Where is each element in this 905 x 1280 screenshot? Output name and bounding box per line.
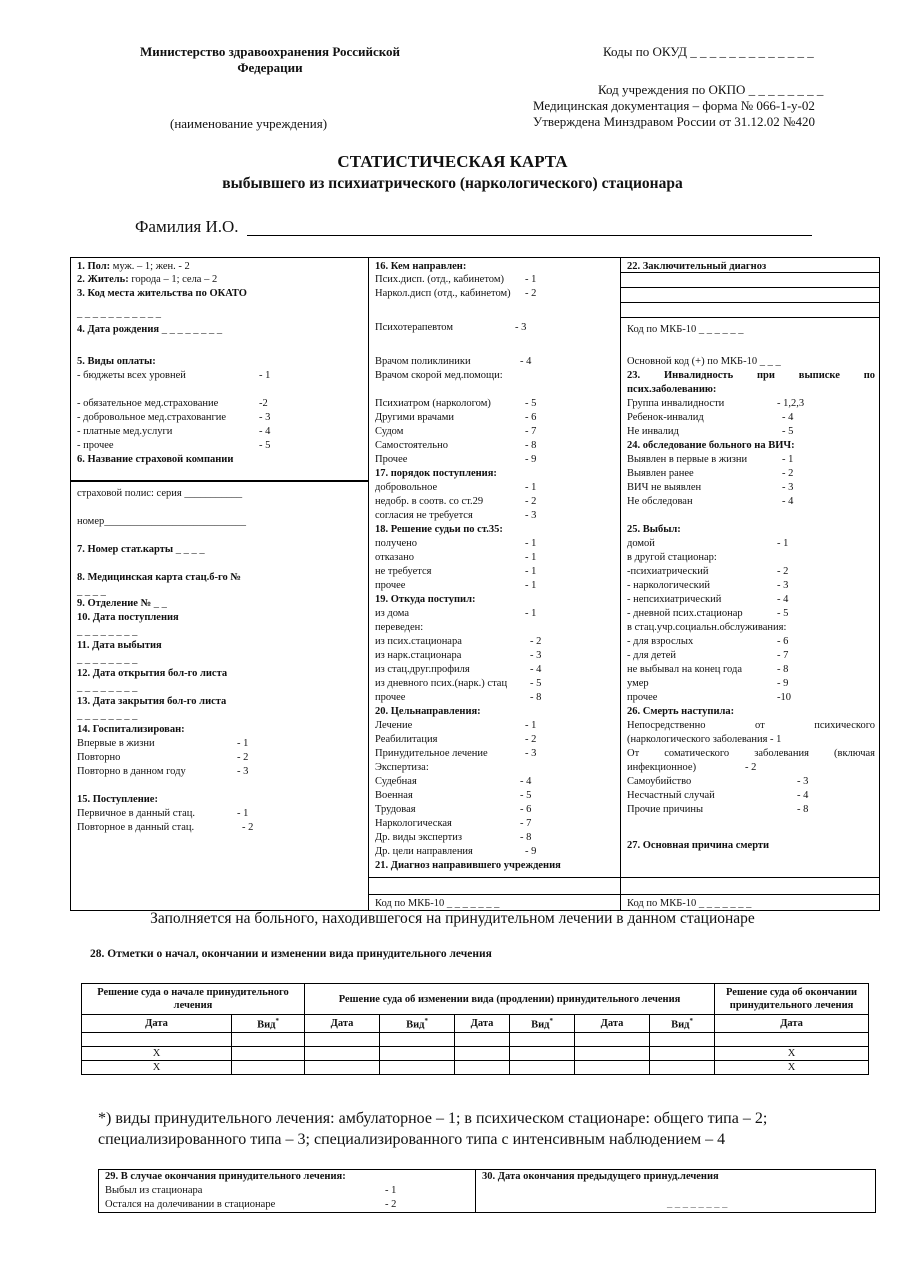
form-line: Прочее - 9 <box>375 454 537 465</box>
form-line: 13. Дата закрытия бол-го листа <box>77 696 227 707</box>
form-line: переведен: <box>375 622 424 633</box>
form-line: - наркологический - 3 <box>627 580 789 591</box>
form-line: недобр. в соотв. со ст.29 - 2 <box>375 496 537 507</box>
form-line: 20. Цельнаправления: <box>375 706 481 717</box>
divider <box>621 317 879 318</box>
table-row <box>82 1046 869 1060</box>
form-line: Др. цели направления - 9 <box>375 846 537 857</box>
divider <box>621 302 879 303</box>
form-line: Повторно в данном году - 3 <box>77 766 249 777</box>
section-30 <box>476 1170 876 1213</box>
form-line: из дневного псих.(нарк.) стац - 5 <box>375 678 542 689</box>
form-line: Выявлен ранее - 2 <box>627 468 794 479</box>
form-line: 4. Дата рождения _ _ _ _ _ _ _ _ <box>77 324 223 335</box>
header-start: Решение суда о начале принудительного лечения <box>82 984 305 1015</box>
form-line: _ _ _ _ <box>77 586 106 597</box>
table-row <box>82 1060 869 1074</box>
section-29 <box>99 1170 476 1213</box>
section-29-table <box>98 1169 876 1213</box>
form-line: Лечение - 1 <box>375 720 537 731</box>
col-date: Дата <box>575 1015 650 1033</box>
form-line: 19. Откуда поступил: <box>375 594 476 605</box>
col-type: Вид* <box>510 1015 575 1033</box>
form-line: Военная - 5 <box>375 790 532 801</box>
column-middle <box>369 258 621 910</box>
cell[interactable] <box>305 1060 380 1074</box>
fio-field[interactable] <box>247 235 812 236</box>
header-end: Решение суда об окончании принудительного лечения <box>715 984 869 1015</box>
cell[interactable] <box>455 1060 510 1074</box>
cell[interactable] <box>305 1046 380 1060</box>
form-line: От соматического заболевания (включая <box>627 748 875 759</box>
form-line: 15. Поступление: <box>77 794 158 805</box>
form-line: Впервые в жизни - 1 <box>77 738 249 749</box>
form-line: 24. обследование больного на ВИЧ: <box>627 440 795 451</box>
divider <box>71 480 368 482</box>
med-doc-form: Медицинская документация – форма № 066-1-у-02 <box>533 98 815 113</box>
col-type: Вид* <box>232 1015 305 1033</box>
cell[interactable] <box>575 1032 650 1046</box>
cell[interactable] <box>380 1060 455 1074</box>
form-line: не требуется - 1 <box>375 566 537 577</box>
form-line: 17. порядок поступления: <box>375 468 497 479</box>
col-date: Дата <box>455 1015 510 1033</box>
form-line: умер - 9 <box>627 678 789 689</box>
form-line: Судом - 7 <box>375 426 537 437</box>
cell[interactable] <box>575 1046 650 1060</box>
form-line: ВИЧ не выявлен - 3 <box>627 482 794 493</box>
form-line: 25. Выбыл: <box>627 524 681 535</box>
cell[interactable] <box>650 1060 715 1074</box>
cell[interactable] <box>305 1032 380 1046</box>
form-line: Врачом скорой мед.помощи: <box>375 370 503 381</box>
form-line: 1. Пол: муж. – 1; жен. - 2 <box>77 261 190 272</box>
form-line: - платные мед.услуги - 4 <box>77 426 271 437</box>
col-type: Вид* <box>380 1015 455 1033</box>
okud-code: Коды по ОКУД _ _ _ _ _ _ _ _ _ _ _ _ _ <box>603 44 814 59</box>
divider <box>369 894 620 895</box>
form-line: - для детей - 7 <box>627 650 789 661</box>
form-line: из псих.стационара - 2 <box>375 636 542 647</box>
form-line: Врачом поликлиники - 4 <box>375 356 532 367</box>
option-discharged: Выбыл из стационара - 1 <box>105 1185 397 1196</box>
form-line: Код по МКБ-10 _ _ _ _ _ _ _ <box>375 898 500 909</box>
form-line: 11. Дата выбытия <box>77 640 162 651</box>
form-line: 10. Дата поступления <box>77 612 179 623</box>
form-line: - добровольное мед.страховангие - 3 <box>77 412 271 423</box>
cell[interactable] <box>650 1046 715 1060</box>
page-subtitle: выбывшего из психиатрического (наркологического) стационара <box>222 175 683 192</box>
form-line: прочее - 1 <box>375 580 537 591</box>
form-line: 7. Номер стат.карты _ _ _ _ <box>77 544 205 555</box>
form-line: страховой полис: серия ___________ <box>77 488 243 499</box>
form-line: номер___________________________ <box>77 516 246 527</box>
form-line: 26. Смерть наступила: <box>627 706 735 717</box>
compulsory-treatment-table <box>81 983 869 1075</box>
form-line: Самостоятельно - 8 <box>375 440 537 451</box>
form-line: 8. Медицинская карта стац.б-го № <box>77 572 241 583</box>
form-line: Код по МКБ-10 _ _ _ _ _ _ _ <box>627 898 752 909</box>
form-line: _ _ _ _ _ _ _ _ <box>77 710 138 721</box>
form-line: _ _ _ _ _ _ _ _ <box>77 654 138 665</box>
cell-x: X <box>715 1060 869 1074</box>
form-line: Непосредственно от психического <box>627 720 875 731</box>
form-line: Экспертиза: <box>375 762 429 773</box>
divider <box>369 877 620 878</box>
form-line: Трудовая - 6 <box>375 804 532 815</box>
institution-name-label: (наименование учреждения) <box>170 116 328 131</box>
cell[interactable] <box>380 1032 455 1046</box>
cell[interactable] <box>455 1032 510 1046</box>
cell[interactable] <box>232 1032 305 1046</box>
divider <box>621 287 879 288</box>
cell[interactable] <box>232 1046 305 1060</box>
approval-line: Утверждена Минздравом России от 31.12.02 №420 <box>533 114 815 129</box>
form-line: 14. Госпитализирован: <box>77 724 185 735</box>
cell[interactable] <box>380 1046 455 1060</box>
col-type: Вид* <box>650 1015 715 1033</box>
form-line: Наркологическая - 7 <box>375 818 532 829</box>
form-line: получено - 1 <box>375 538 537 549</box>
cell[interactable] <box>510 1032 575 1046</box>
form-line: прочее -10 <box>627 692 791 703</box>
main-form <box>70 257 880 911</box>
cell[interactable] <box>455 1046 510 1060</box>
fio-label: Фамилия И.О. <box>135 217 239 236</box>
ministry-name: Министерство здравоохранения Российской Федерации <box>139 44 401 75</box>
header-change: Решение суда об изменении вида (продлении) принудительного лечения <box>305 984 715 1015</box>
cell-x: X <box>82 1046 232 1060</box>
cell[interactable] <box>575 1060 650 1074</box>
form-line: псих.заболеванию: <box>627 384 717 395</box>
form-line: -психиатрический - 2 <box>627 566 789 577</box>
form-line: - обязательное мед.страхование -2 <box>77 398 268 409</box>
form-line: Другими врачами - 6 <box>375 412 537 423</box>
cell-x: X <box>82 1060 232 1074</box>
form-line: 9. Отделение № _ _ <box>77 598 167 609</box>
form-line: Несчастный случай - 4 <box>627 790 809 801</box>
form-line: 6. Название страховой компании <box>77 454 234 465</box>
treatment-types-footnote: *) виды принудительного лечения: амбулаторное – 1; в психическом стационаре: общего типа – 2; специализированного типа – 3; специализированного типа с интенсивным наблюдением – 4 <box>98 1110 768 1148</box>
cell[interactable] <box>650 1032 715 1046</box>
form-line: - для взрослых - 6 <box>627 636 789 647</box>
form-line: 12. Дата открытия бол-го листа <box>77 668 228 679</box>
form-line: 18. Решение судьи по ст.35: <box>375 524 503 535</box>
form-line: Группа инвалидности - 1,2,3 <box>627 398 805 409</box>
form-line: - непсихиатрический - 4 <box>627 594 789 605</box>
form-line: Принудительное лечение - 3 <box>375 748 537 759</box>
section-28-title: 28. Отметки о начал, окончании и изменении вида принудительного лечения <box>90 948 492 960</box>
form-line: Ребенок-инвалид - 4 <box>627 412 794 423</box>
form-line: в другой стационар: <box>627 552 717 563</box>
okpo-code: Код учреждения по ОКПО _ _ _ _ _ _ _ _ <box>598 82 824 97</box>
divider <box>621 894 879 895</box>
form-line: Псих.дисп. (отд., кабинетом) - 1 <box>375 274 537 285</box>
col-date: Дата <box>82 1015 232 1033</box>
form-line: прочее - 8 <box>375 692 542 703</box>
form-line: Психотерапевтом - 3 <box>375 322 527 333</box>
form-line: Наркол.дисп (отд., кабинетом) - 2 <box>375 288 537 299</box>
form-line: (наркологического заболевания - 1 <box>627 734 782 745</box>
form-line: в стац.учр.социальн.обслуживания: <box>627 622 787 633</box>
section-29-title: 29. В случае окончания принудительного лечения: <box>105 1171 346 1182</box>
form-line: 22. Заключительный диагноз <box>627 261 767 272</box>
form-line: Не обследован - 4 <box>627 496 794 507</box>
column-left <box>71 258 369 910</box>
form-line: 2. Житель: города – 1; села – 2 <box>77 274 218 285</box>
form-line: - бюджеты всех уровней - 1 <box>77 370 271 381</box>
col-date: Дата <box>305 1015 380 1033</box>
cell[interactable] <box>510 1060 575 1074</box>
cell[interactable] <box>232 1060 305 1074</box>
column-right <box>621 258 879 910</box>
form-line: Др. виды экспертиз - 8 <box>375 832 532 843</box>
form-line: из нарк.стационара - 3 <box>375 650 542 661</box>
form-line: из дома - 1 <box>375 608 537 619</box>
form-line: инфекционное) - 2 <box>627 762 757 773</box>
form-line: Первичное в данный стац. - 1 <box>77 808 249 819</box>
table-row <box>82 1032 869 1046</box>
col-date: Дата <box>715 1015 869 1033</box>
form-line: согласия не требуется - 3 <box>375 510 537 521</box>
form-line: домой - 1 <box>627 538 789 549</box>
form-line: Повторное в данный стац. - 2 <box>77 822 254 833</box>
section-30-title: 30. Дата окончания предыдущего принуд.лечения <box>482 1171 719 1182</box>
form-line: Повторно - 2 <box>77 752 249 763</box>
form-line: Психиатром (наркологом) - 5 <box>375 398 537 409</box>
form-line: Выявлен в первые в жизни - 1 <box>627 454 794 465</box>
form-line: _ _ _ _ _ _ _ _ <box>77 682 138 693</box>
form-line: - дневной псих.стационар - 5 <box>627 608 789 619</box>
form-line: Прочие причины - 8 <box>627 804 809 815</box>
form-line: 3. Код места жительства по ОКАТО <box>77 288 247 299</box>
form-line: Судебная - 4 <box>375 776 532 787</box>
form-line: 21. Диагноз направившего учреждения <box>375 860 561 871</box>
form-line: Код по МКБ-10 _ _ _ _ _ _ <box>627 324 744 335</box>
form-line: добровольное - 1 <box>375 482 537 493</box>
form-line: 23. Инвалидность при выписке по <box>627 370 875 381</box>
form-line: _ _ _ _ _ _ _ _ <box>77 626 138 637</box>
option-remained: Остался на долечивании в стационаре - 2 <box>105 1199 397 1210</box>
form-line: 27. Основная причина смерти <box>627 840 770 851</box>
cell[interactable] <box>715 1032 869 1046</box>
compulsory-treatment-note: Заполняется на больного, находившегося на принудительном лечении в данном стационаре <box>150 910 755 927</box>
form-line: Реабилитация - 2 <box>375 734 537 745</box>
form-line: отказано - 1 <box>375 552 537 563</box>
form-line: - прочее - 5 <box>77 440 271 451</box>
form-line: Самоубийство - 3 <box>627 776 809 787</box>
form-line: Не инвалид - 5 <box>627 426 794 437</box>
form-line: не выбывал на конец года - 8 <box>627 664 789 675</box>
cell-x: X <box>715 1046 869 1060</box>
form-line: _ _ _ _ _ _ _ _ _ _ _ <box>77 308 161 319</box>
cell[interactable] <box>510 1046 575 1060</box>
divider <box>621 877 879 878</box>
page-title: СТАТИСТИЧЕСКАЯ КАРТА <box>337 152 568 171</box>
form-line: 16. Кем направлен: <box>375 261 467 272</box>
form-line: 5. Виды оплаты: <box>77 356 156 367</box>
cell[interactable] <box>82 1032 232 1046</box>
form-line: Основной код (+) по МКБ-10 _ _ _ <box>627 356 781 367</box>
prev-end-date[interactable]: _ _ _ _ _ _ _ _ <box>667 1198 728 1209</box>
form-line: из стац.друг.профиля - 4 <box>375 664 542 675</box>
